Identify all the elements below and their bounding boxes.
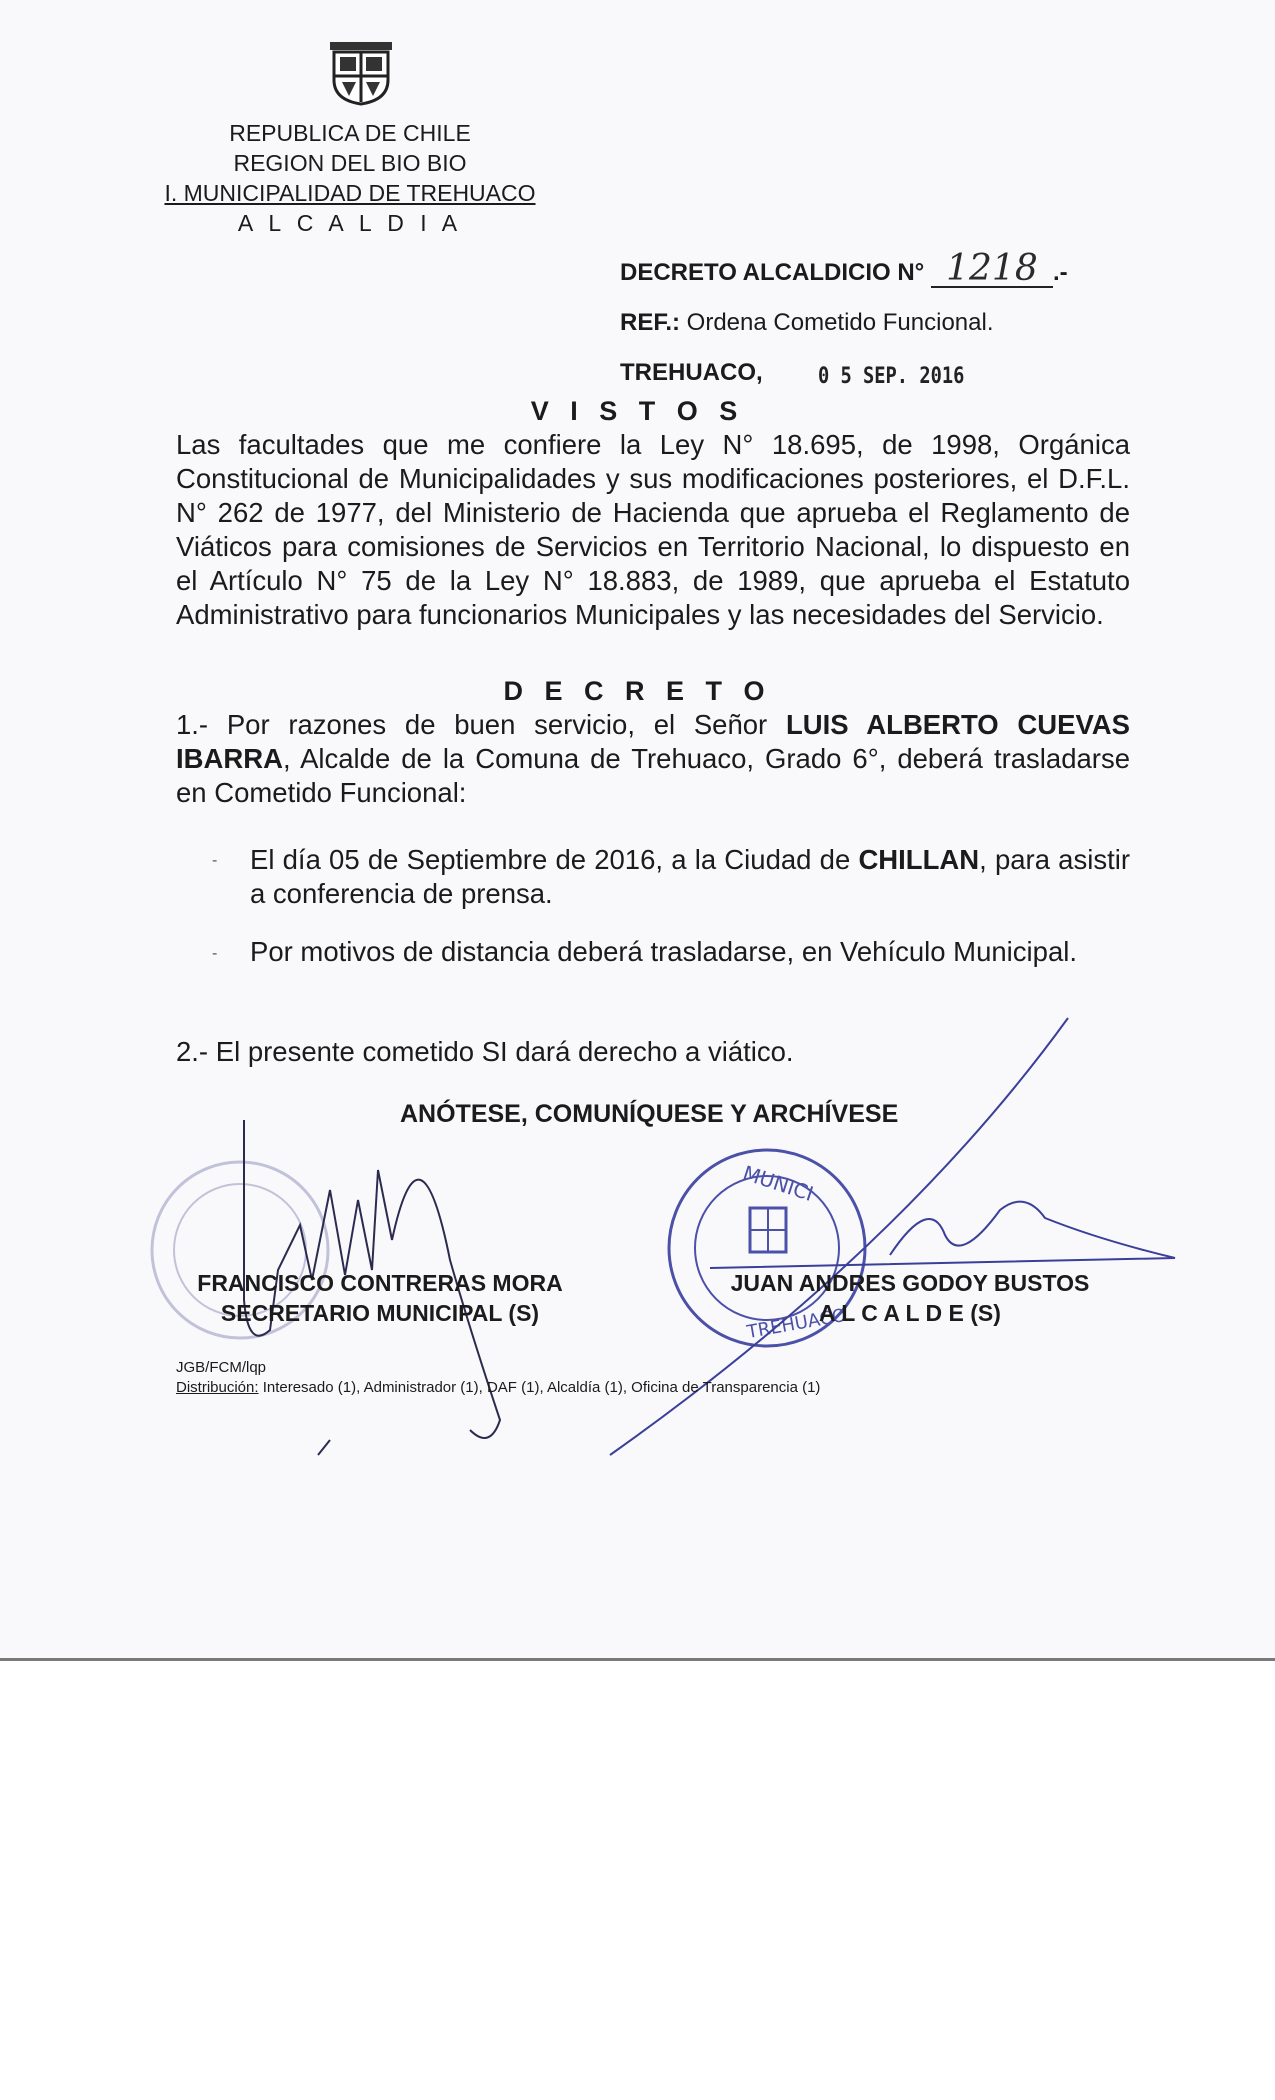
distribution-list: Interesado (1), Administrador (1), DAF (1), Alcaldía (1), Oficina de Transparencia (1) — [262, 1379, 821, 1396]
vistos-heading: V I S T O S — [530, 396, 745, 426]
decree-number-row — [620, 248, 1140, 298]
decreto-item-2: 2.- El presente cometido SI dará derecho a viático. — [176, 1036, 794, 1067]
official-name: LUIS ALBERTO CUEVAS IBARRA — [176, 709, 1130, 774]
page-edge — [0, 1658, 1275, 1661]
decree-place: TREHUACO, — [620, 359, 763, 386]
footer-distribution — [176, 1378, 820, 1398]
decreto-heading: D E C R E T O — [503, 676, 772, 706]
secretary-name: FRANCISCO CONTRERAS MORA — [197, 1270, 563, 1296]
bullet1-end: , para asistir a conferencia de prensa. — [250, 844, 1130, 909]
decree-number-suffix: .- — [1052, 259, 1068, 286]
letterhead-office: A L C A L D I A — [237, 210, 463, 236]
ref-text: Ordena Cometido Funcional. — [686, 309, 994, 336]
bullet-mark: - — [212, 945, 218, 962]
distribution-label: Distribución: — [176, 1379, 259, 1396]
letterhead-region: REGION DEL BIO BIO — [233, 150, 467, 176]
vistos-text: Las facultades que me confiere la Ley N° 18.695, de 1998, Orgánica Constitucional de Municipalidades y sus modificaciones posteriores, el D.F.L. N° 262 de 1977, del Ministerio de Hacienda que aprueba el Reglamento de Viáticos para comisiones de Servicios en Territorio Nacional, lo dispuesto en el Artículo N° 75 de la Ley N° 18.883, de 1989, que aprueba el Estatuto Administrativo para funcionarios Municipales y las necesidades del Servicio. — [176, 429, 1130, 630]
closing-formula: ANÓTESE, COMUNÍQUESE Y ARCHÍVESE — [400, 1100, 899, 1128]
letterhead-country: REPUBLICA DE CHILE — [229, 120, 471, 146]
mayor-name: JUAN ANDRES GODOY BUSTOS — [730, 1270, 1090, 1296]
date-stamp: 0 5 SEP. 2016 — [818, 364, 965, 389]
municipal-crest-icon — [328, 40, 394, 106]
secretary-title: SECRETARIO MUNICIPAL (S) — [220, 1300, 540, 1326]
ref-label: REF.: — [620, 309, 680, 336]
decreto-bullet-1 — [250, 843, 1130, 911]
item1-end: , Alcalde de la Comuna de Trehuaco, Grado 6°, deberá trasladarse en Cometido Funcional: — [176, 743, 1130, 808]
document-footer — [176, 1358, 820, 1398]
letterhead-municipality: I. MUNICIPALIDAD DE TREHUACO — [164, 180, 536, 206]
mayor-title: A L C A L D E (S) — [819, 1300, 1001, 1326]
decree-title: DECRETO ALCALDICIO N° — [620, 259, 925, 286]
decree-ref-row — [620, 298, 1140, 348]
item1-start: 1.- Por razones de buen servicio, el Señor — [176, 709, 786, 740]
letterhead — [120, 118, 580, 238]
bullet1-start: El día 05 de Septiembre de 2016, a la Ciudad de — [250, 844, 859, 875]
mayor-signature-block — [700, 1268, 1120, 1328]
stamp-text-bottom: TREHUACO — [745, 1304, 848, 1344]
footer-initials: JGB/FCM/lqp — [176, 1359, 267, 1376]
destination-city: CHILLAN — [858, 844, 980, 875]
decree-number: 1218 — [931, 252, 1053, 288]
decreto-bullet-2: Por motivos de distancia deberá trasladarse, en Vehículo Municipal. — [250, 936, 1077, 967]
decreto-item-1 — [176, 708, 1130, 810]
secretary-signature-block — [170, 1268, 590, 1328]
bullet-mark: - — [212, 852, 218, 869]
stamp-text-top: MUNICI — [739, 1160, 817, 1206]
